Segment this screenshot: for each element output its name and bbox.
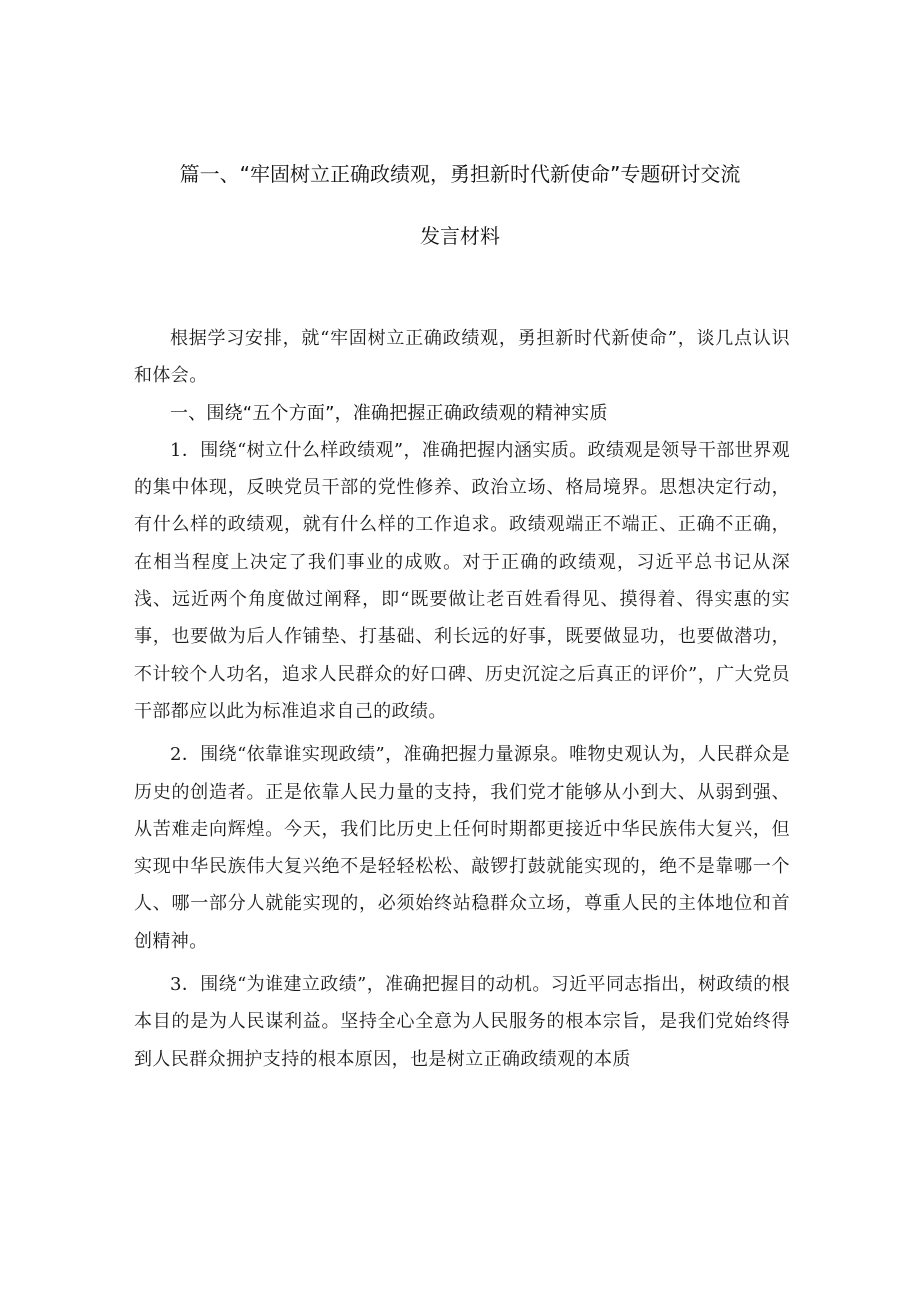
document-title-line1: 篇一、“牢固树立正确政绩观，勇担新时代新使命”专题研讨交流 — [179, 162, 741, 186]
body-paragraph-1: 1．围绕“树立什么样政绩观”，准确把握内涵实质。政绩观是领导干部世界观的集中体现，反映党员干部的党性修养、政治立场、格局境界。思想决定行动，有什么样的政绩观，就有什么样的工作追求。政绩观端正不端正、正确不正确，在相当程度上决定了我们事业的成败。对于正确的政绩观，习近平总书记从深浅、远近两个角度做过阐释，即“既要做让老百姓看得见、摸得着、得实惠的实事，也要做为后人作铺垫、打基础、利长远的好事，既要做显功，也要做潜功，不计较个人功名，追求人民群众的好口碑、历史沉淀之后真正的评价”，广大党员干部都应以此为标准追求自己的政绩。 — [134, 439, 790, 722]
body-paragraph-2: 2．围绕“依靠谁实现政绩”，准确把握力量源泉。唯物史观认为，人民群众是历史的创造者。正是依靠人民力量的支持，我们党才能够从小到大、从弱到强、从苦难走向辉煌。今天，我们比历史上任何时期都更接近中华民族伟大复兴，但实现中华民族伟大复兴绝不是轻轻松松、敲锣打鼓就能实现的，绝不是靠哪一个人、哪一部分人就能实现的，必须始终站稳群众立场，尊重人民的主体地位和首创精神。 — [134, 744, 790, 952]
document-title-line2: 发言材料 — [420, 224, 500, 248]
section-heading: 一、围绕“五个方面”，准确把握正确政绩观的精神实质 — [170, 402, 608, 424]
document-body — [134, 320, 790, 1078]
intro-paragraph: 根据学习安排，就“牢固树立正确政绩观，勇担新时代新使命”，谈几点认识和体会。 — [134, 328, 790, 387]
body-paragraph-3: 3．围绕“为谁建立政绩”，准确把握目的动机。习近平同志指出，树政绩的根本目的是为人民谋利益。坚持全心全意为人民服务的根本宗旨，是我们党始终得到人民群众拥护支持的根本原因，也是树立正确政绩观的本质 — [134, 974, 790, 1070]
